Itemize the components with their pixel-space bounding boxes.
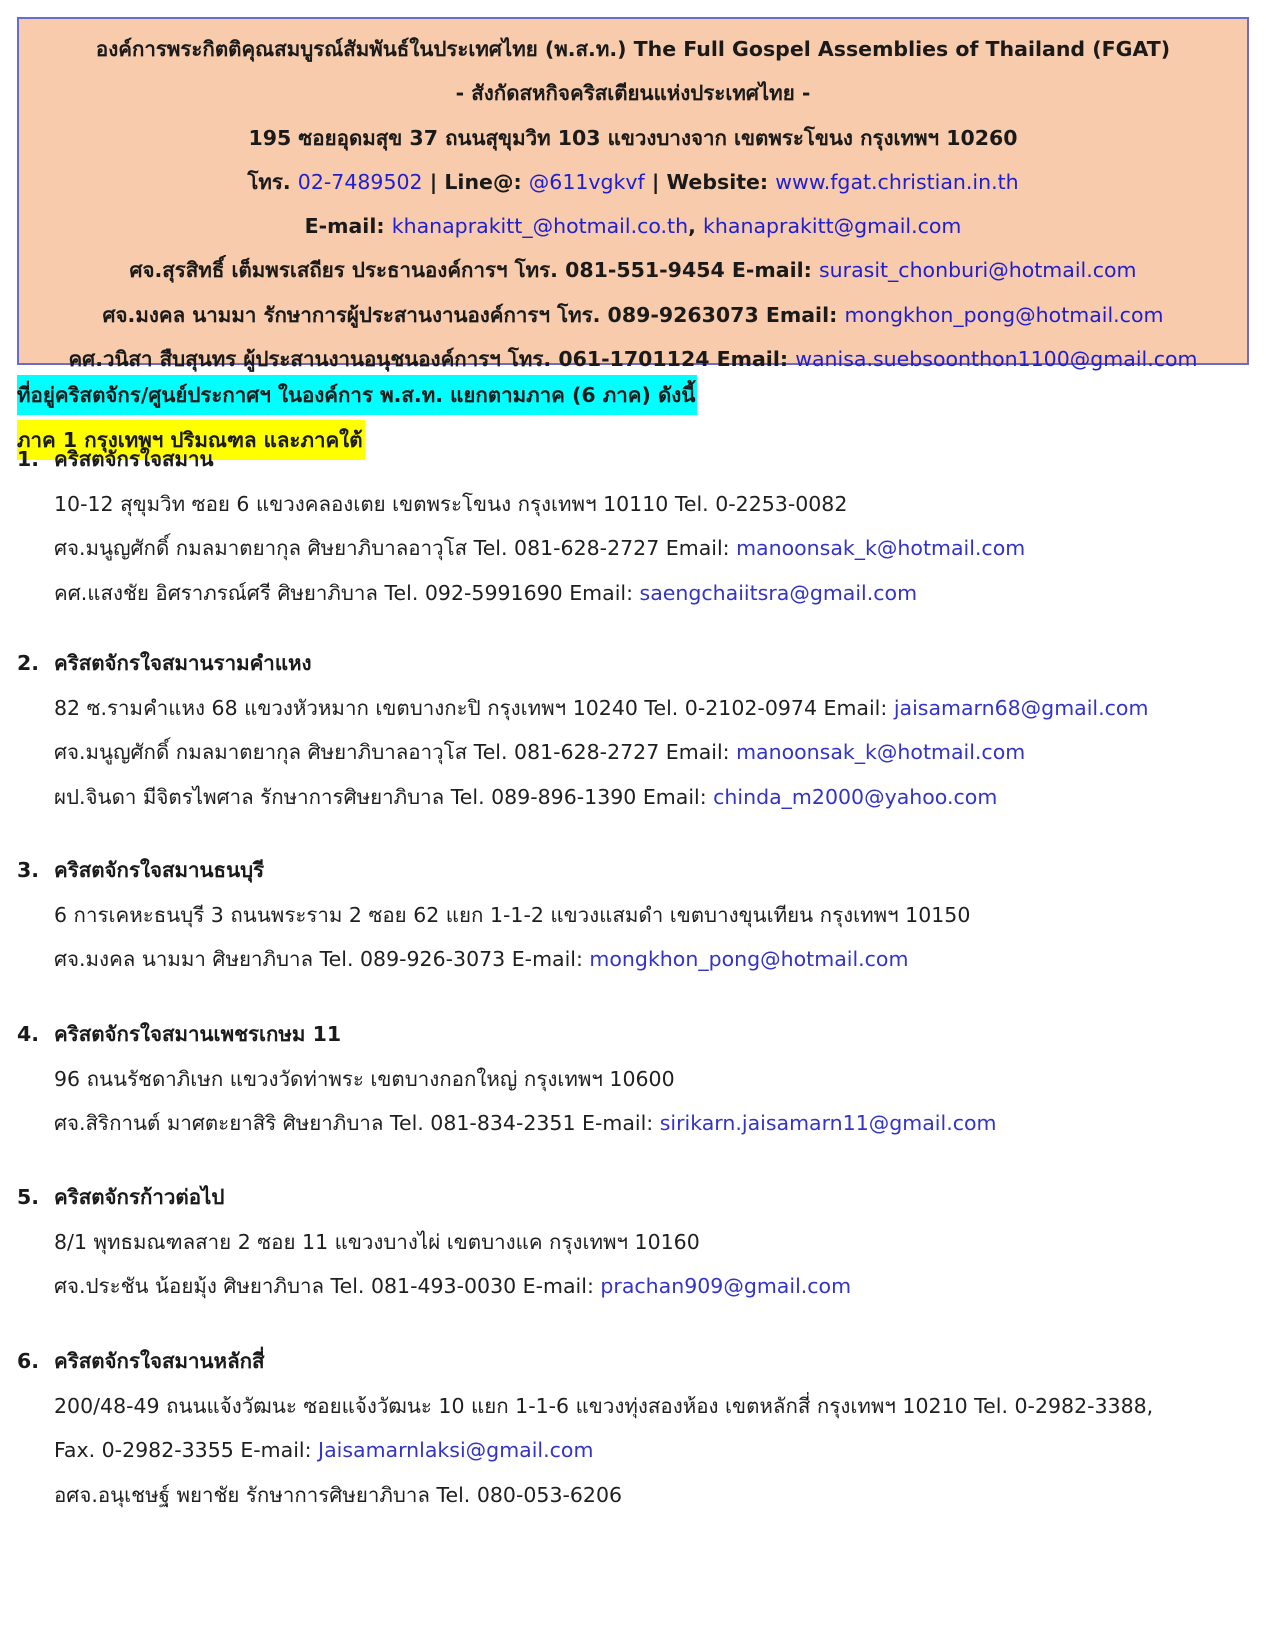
email-link[interactable]: saengchaiitsra@gmail.com: [639, 580, 918, 605]
church-number: 3.: [17, 858, 40, 882]
org-name: องค์การพระกิตติคุณสมบูรณ์สัมพันธ์ในประเทศไทย (พ.ส.ท.) The Full Gospel Assemblies of Thailand (FGAT): [95, 37, 1171, 61]
email-link[interactable]: jaisamarn68@gmail.com: [893, 695, 1149, 720]
church-entry: [17, 1175, 1257, 1309]
email-separator: ,: [688, 214, 704, 239]
church-number: 1.: [17, 447, 40, 471]
church-detail-line: [17, 1264, 1257, 1309]
church-detail-text: ศจ.มนูญศักดิ์ กมลมาตยากุล ศิษยาภิบาลอาวุโส Tel. 081-628-2727 Email:: [54, 740, 737, 764]
church-detail-line: [17, 1220, 1257, 1265]
church-detail-line: [17, 1384, 1257, 1429]
church-detail-text: ศจ.มงคล นามมา ศิษยาภิบาล Tel. 089-926-3073 E-mail:: [54, 947, 590, 971]
phone-link[interactable]: 02-7489502: [297, 169, 423, 194]
email-link[interactable]: chinda_m2000@yahoo.com: [713, 784, 998, 809]
church-detail-text: 96 ถนนรัชดาภิเษก แขวงวัดท่าพระ เขตบางกอกใหญ่ กรุงเทพฯ 10600: [54, 1066, 675, 1091]
church-name-text: คริสตจักรใจสมานเพชรเกษม 11: [54, 1022, 342, 1046]
church-detail-text: ผป.จินดา มีจิตรไพศาล รักษาการศิษยาภิบาล Tel. 089-896-1390 Email:: [54, 784, 714, 809]
org-email-link-1[interactable]: khanaprakitt_@hotmail.co.th: [391, 214, 689, 239]
line-id-link[interactable]: @611vgkvf: [528, 169, 645, 194]
email-link[interactable]: sirikarn.jaisamarn11@gmail.com: [659, 1111, 997, 1135]
church-number: 2.: [17, 651, 40, 675]
coordinator-email-link[interactable]: mongkhon_pong@hotmail.com: [844, 302, 1164, 327]
president-line: [19, 248, 1247, 292]
youth-coordinator-text: คศ.วนิสา สืบสุนทร ผู้ประสานงานอนุชนองค์การฯ โทร. 061-1701124 Email:: [68, 347, 796, 372]
church-name: [17, 437, 1257, 482]
org-address: 195 ซอยอุดมสุข 37 ถนนสุขุมวิท 103 แขวงบางจาก เขตพระโขนง กรุงเทพฯ 10260: [248, 125, 1018, 150]
church-detail-line: [17, 730, 1257, 775]
president-email-link[interactable]: surasit_chonburi@hotmail.com: [818, 258, 1137, 283]
email-link[interactable]: prachan909@gmail.com: [600, 1274, 852, 1298]
region-1-heading: ภาค 1 กรุงเทพฯ ปริมณฑล และภาคใต้: [17, 420, 365, 460]
coordinator-text: ศจ.มงคล นามมา รักษาการผู้ประสานงานองค์การฯ โทร. 089-9263073 Email:: [102, 302, 845, 327]
church-directory-heading: ที่อยู่คริสตจักร/ศูนย์ประกาศฯ ในองค์การ พ.ส.ท. แยกตามภาค (6 ภาค) ดังนี้: [17, 375, 697, 415]
church-detail-line: [17, 1101, 1257, 1146]
church-number: 4.: [17, 1022, 40, 1046]
email-link[interactable]: Jaisamarnlaksi@gmail.com: [318, 1438, 594, 1462]
church-detail-line: [17, 775, 1257, 820]
church-detail-line: [17, 937, 1257, 982]
church-name-text: คริสตจักรใจสมาน: [54, 447, 214, 471]
church-entry: [17, 848, 1257, 982]
church-detail-line: [17, 571, 1257, 616]
coordinator-line: [19, 293, 1247, 337]
email-label: E-mail:: [304, 214, 392, 239]
church-detail-text: 10-12 สุขุมวิท ซอย 6 แขวงคลองเตย เขตพระโขนง กรุงเทพฯ 10110 Tel. 0-2253-0082: [54, 491, 848, 516]
church-name-text: คริสตจักรใจสมานธนบุรี: [54, 858, 265, 882]
church-detail-text: อศจ.อนุเชษฐ์ พยาชัย รักษาการศิษยาภิบาล Tel. 080-053-6206: [54, 1482, 623, 1507]
org-affiliation: - สังกัดสหกิจคริสเตียนแห่งประเทศไทย -: [455, 81, 811, 106]
line-label: | Line@:: [422, 169, 529, 194]
church-name-text: คริสตจักรใจสมานรามคำแหง: [54, 651, 312, 675]
church-detail-text: 200/48-49 ถนนแจ้งวัฒนะ ซอยแจ้งวัฒนะ 10 แยก 1-1-6 แขวงทุ่งสองห้อง เขตหลักสี่ กรุงเทพฯ 10210 Tel. 0-2982-3388,: [54, 1393, 1154, 1418]
church-detail-line: [17, 526, 1257, 571]
email-link[interactable]: mongkhon_pong@hotmail.com: [589, 947, 909, 971]
org-email-line: [19, 204, 1247, 248]
phone-label: โทร.: [247, 169, 298, 194]
church-detail-line: [17, 482, 1257, 527]
church-detail-text: 6 การเคหะธนบุรี 3 ถนนพระราม 2 ซอย 62 แยก 1-1-2 แขวงแสมดำ เขตบางขุนเทียน กรุงเทพฯ 10150: [54, 902, 971, 927]
church-detail-line: [17, 686, 1257, 731]
church-detail-line: [17, 1428, 1257, 1473]
church-detail-text: ศจ.สิริกานต์ มาศตะยาสิริ ศิษยาภิบาล Tel. 081-834-2351 E-mail:: [54, 1111, 660, 1135]
church-name: [17, 848, 1257, 893]
website-label: | Website:: [644, 169, 776, 194]
church-entry: [17, 437, 1257, 615]
church-detail-line: [17, 1473, 1257, 1518]
church-entry: [17, 1012, 1257, 1146]
organization-header: [17, 17, 1249, 372]
church-entry: [17, 1339, 1257, 1517]
church-detail-text: ศจ.มนูญศักดิ์ กมลมาตยากุล ศิษยาภิบาลอาวุโส Tel. 081-628-2727 Email:: [54, 536, 737, 560]
church-name-text: คริสตจักรใจสมานหลักสี่: [54, 1349, 265, 1373]
church-name-text: คริสตจักรก้าวต่อไป: [54, 1185, 225, 1209]
email-link[interactable]: manoonsak_k@hotmail.com: [736, 536, 1026, 560]
church-detail-text: ศจ.ประชัน น้อยมุ้ง ศิษยาภิบาล Tel. 081-493-0030 E-mail:: [54, 1274, 601, 1298]
church-name: [17, 1175, 1257, 1220]
church-detail-text: Fax. 0-2982-3355 E-mail:: [54, 1438, 319, 1462]
church-entry: [17, 641, 1257, 819]
church-number: 6.: [17, 1349, 40, 1373]
org-contact-line: [19, 160, 1247, 204]
church-detail-line: [17, 1057, 1257, 1102]
church-name: [17, 1012, 1257, 1057]
church-detail-line: [17, 893, 1257, 938]
email-link[interactable]: manoonsak_k@hotmail.com: [736, 740, 1026, 764]
church-detail-text: 8/1 พุทธมณฑลสาย 2 ซอย 11 แขวงบางไผ่ เขตบางแค กรุงเทพฯ 10160: [54, 1229, 700, 1254]
youth-coordinator-email-link[interactable]: wanisa.suebsoonthon1100@gmail.com: [795, 347, 1198, 372]
church-detail-text: คศ.แสงชัย อิศราภรณ์ศรี ศิษยาภิบาล Tel. 092-5991690 Email:: [54, 580, 640, 605]
org-email-link-2[interactable]: khanaprakitt@gmail.com: [703, 214, 962, 239]
president-text: ศจ.สุรสิทธิ์ เต็มพรเสถียร ประธานองค์การฯ โทร. 081-551-9454 E-mail:: [129, 258, 819, 283]
church-detail-text: 82 ซ.รามคำแหง 68 แขวงหัวหมาก เขตบางกะปิ กรุงเทพฯ 10240 Tel. 0-2102-0974 Email:: [54, 695, 894, 720]
website-link[interactable]: www.fgat.christian.in.th: [775, 169, 1019, 194]
church-name: [17, 1339, 1257, 1384]
church-name: [17, 641, 1257, 686]
church-number: 5.: [17, 1185, 40, 1209]
